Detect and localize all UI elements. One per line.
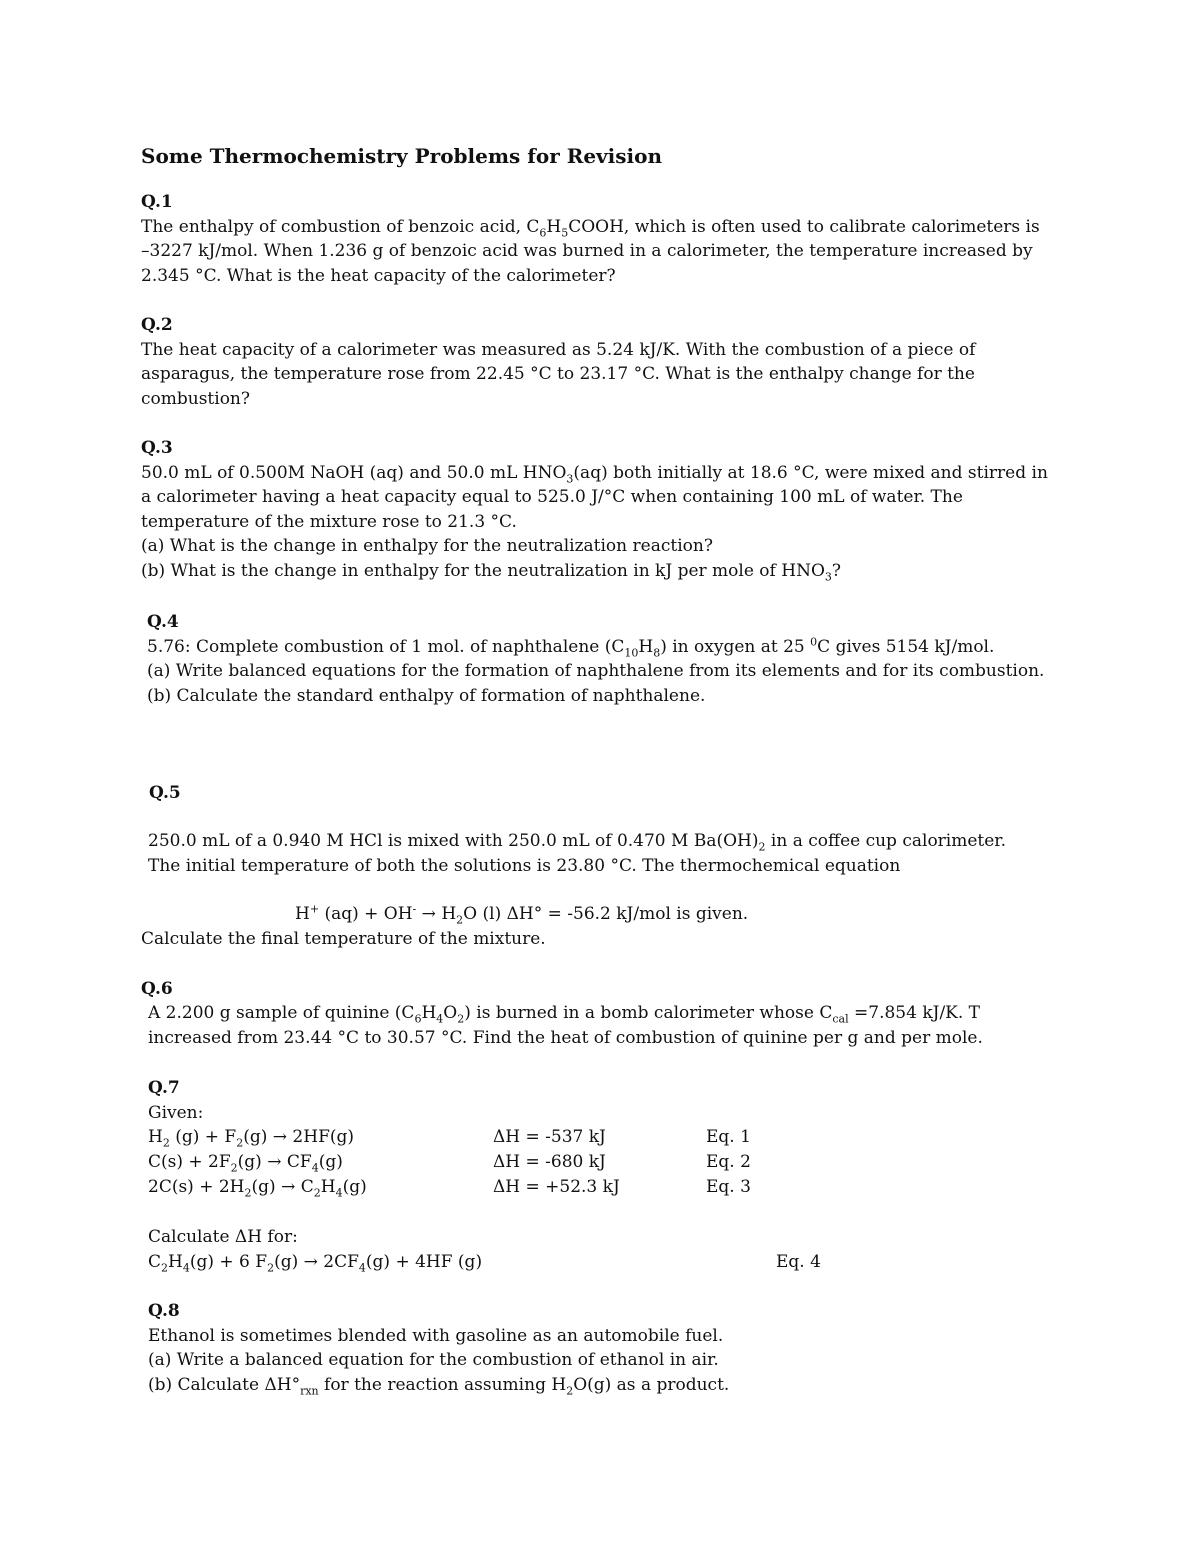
- question-text-line: 250.0 mL of a 0.940 M HCl is mixed with 250.0 mL of 0.470 M $Ba(OH)_2$ in a coffee cup calorimeter.: [148, 831, 1006, 854]
- question-3: [141, 436, 1048, 583]
- question-text-line: (a) What is the change in enthalpy for the neutralization reaction?: [141, 536, 713, 556]
- question-label: Q.8: [148, 1301, 180, 1321]
- thermochemical-equation: H+ $(aq) + OH^- \to H_2O$ (l) ΔH° = -56.2 kJ/mol is given.: [295, 902, 749, 927]
- question-text-line: (b) What is the change in enthalpy for the neutralization in kJ per mole of $HNO_3$?: [141, 560, 842, 583]
- equation-number-cell: Eq. 1: [706, 1127, 751, 1147]
- question-text-line: increased from 23.44 °C to 30.57 °C. Find the heat of combustion of quinine per g and per mole.: [148, 1027, 983, 1048]
- question-1: [141, 190, 1040, 288]
- question-text-line: a calorimeter having a heat capacity equal to 525.0 J/°C when containing 100 mL of water. The: [141, 487, 963, 507]
- table-row: [148, 1150, 751, 1175]
- question-label: Q.1: [141, 192, 173, 212]
- question-text-line: 5.76: Complete combustion of 1 mol. of naphthalene $(C_{10}H_8)$ in oxygen at 25 $^0$C gives 5154 kJ/mol.: [147, 634, 995, 659]
- reaction-table: [148, 1125, 751, 1200]
- question-text-line: 50.0 mL of 0.500M NaOH (aq) and 50.0 mL $HNO_3(aq)$ both initially at 18.6 °C, were mixed and stirred in: [141, 462, 1048, 485]
- question-text-line: Ethanol is sometimes blended with gasoline as an automobile fuel.: [148, 1325, 724, 1346]
- question-label: Q.3: [141, 438, 173, 458]
- question-5-final: [141, 927, 546, 952]
- question-text-line: temperature of the mixture rose to 21.3 °C.: [141, 511, 517, 532]
- question-text-line: Calculate the final temperature of the mixture.: [141, 929, 546, 949]
- reaction-cell: $C_2H_4(g) + 6$ $F_2(g) \to 2CF_4(g) + 4HF$ (g): [148, 1251, 483, 1274]
- question-text-line: (b) Calculate $\Delta H^\circ_{rxn}$ for the reaction assuming $H_2O(g)$ as a product.: [148, 1374, 730, 1397]
- question-text-line: (a) Write balanced equations for the formation of naphthalene from its elements and for its combustion.: [147, 661, 1045, 681]
- enthalpy-cell: ΔH = +52.3 kJ: [493, 1177, 620, 1197]
- table-row: [148, 1250, 821, 1275]
- page-title: Some Thermochemistry Problems for Revision: [141, 144, 662, 168]
- question-text-line: asparagus, the temperature rose from 22.45 °C to 23.17 °C. What is the enthalpy change for the: [141, 364, 975, 384]
- enthalpy-cell: ΔH = -537 kJ: [493, 1127, 606, 1147]
- question-text-line: (a) Write a balanced equation for the combustion of ethanol in air.: [148, 1350, 719, 1370]
- table-row: [148, 1175, 751, 1200]
- question-7: [148, 1076, 751, 1200]
- question-4: [147, 610, 1044, 708]
- question-7-target: [148, 1225, 821, 1275]
- equation-number-cell: Eq. 4: [776, 1251, 821, 1272]
- question-2: [141, 313, 975, 411]
- question-label: Q.5: [149, 783, 181, 803]
- question-label: Q.7: [148, 1078, 180, 1098]
- question-text-line: The initial temperature of both the solutions is 23.80 °C. The thermochemical equation: [148, 855, 901, 876]
- question-5-body: [148, 829, 1006, 878]
- reaction-cell: $H_2$ $(g) + F_2(g) \to 2HF(g)$: [148, 1127, 355, 1150]
- target-reaction-table: [148, 1250, 821, 1275]
- question-text-line: combustion?: [141, 388, 250, 409]
- table-row: [148, 1125, 751, 1150]
- question-label: Q.6: [141, 979, 173, 999]
- question-text-line: (b) Calculate the standard enthalpy of formation of naphthalene.: [147, 685, 706, 706]
- question-6: [141, 977, 173, 1002]
- question-text-line: –3227 kJ/mol. When 1.236 g of benzoic acid was burned in a calorimeter, the temperature increased by: [141, 241, 1033, 261]
- question-text-line: The heat capacity of a calorimeter was measured as 5.24 kJ/K. With the combustion of a piece of: [141, 339, 976, 360]
- question-text-line: Given:: [148, 1102, 204, 1123]
- equation-number-cell: Eq. 3: [706, 1177, 751, 1197]
- enthalpy-cell: ΔH = -680 kJ: [493, 1152, 606, 1172]
- question-text-line: The enthalpy of combustion of benzoic acid, $C_6H_5COOH$, which is often used to calibrate calorimeters is: [141, 216, 1040, 239]
- question-8: [148, 1299, 729, 1397]
- question-text-line: 2.345 °C. What is the heat capacity of the calorimeter?: [141, 265, 616, 286]
- reaction-cell: $2C(s) + 2H_2(g) \to C_2H_4(g)$: [148, 1177, 367, 1200]
- question-label: Q.4: [147, 612, 179, 632]
- question-6-body: [148, 1001, 983, 1050]
- equation-number-cell: Eq. 2: [706, 1152, 751, 1172]
- question-text-line: Calculate ΔH for:: [148, 1227, 298, 1247]
- question-5: [149, 781, 181, 806]
- reaction-cell: $C(s) + 2F_2(g) \to CF_4(g)$: [148, 1152, 343, 1175]
- question-label: Q.2: [141, 315, 173, 335]
- question-text-line: A 2.200 g sample of quinine $(C_6H_4O_2)$ is burned in a bomb calorimeter whose $C_{cal} =7.854$ kJ/K. T: [148, 1003, 981, 1026]
